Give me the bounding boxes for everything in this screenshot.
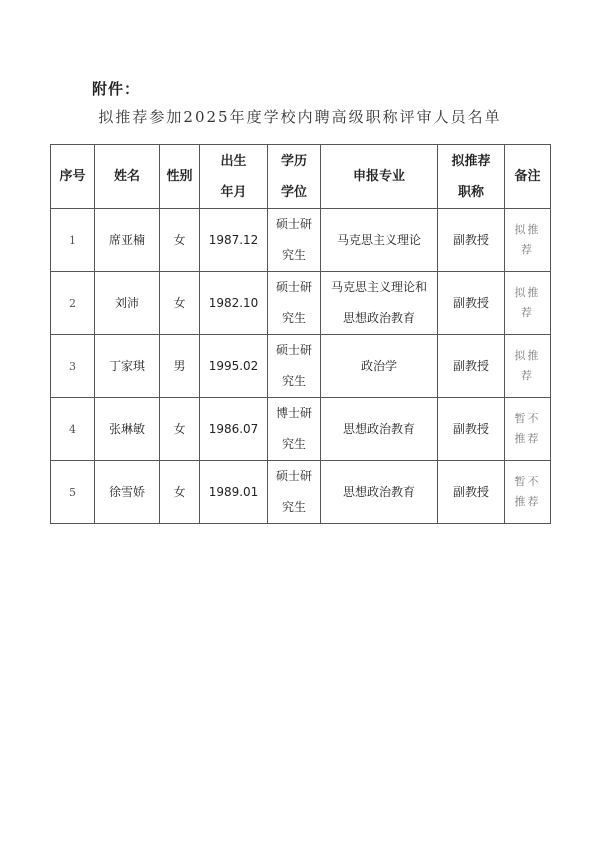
header-proposed-title [438, 145, 505, 209]
cell-education-line: 硕士研 [275, 280, 312, 294]
cell-education [268, 335, 321, 398]
cell-education-line: 究生 [281, 437, 306, 451]
header-birth [200, 145, 268, 209]
cell-birth: 1989.01 [200, 461, 268, 524]
cell-gender: 男 [160, 335, 200, 398]
cell-proposed-title: 副教授 [438, 461, 505, 524]
header-remarks [505, 145, 551, 209]
header-row [51, 145, 551, 209]
cell-education-line: 究生 [281, 374, 306, 388]
candidate-table [50, 144, 551, 524]
cell-major [321, 209, 438, 272]
cell-education-line: 究生 [281, 248, 306, 262]
cell-remarks: 拟推荐 [505, 272, 551, 335]
cell-education-line: 究生 [281, 311, 306, 325]
cell-name: 张琳敏 [95, 398, 160, 461]
table-row [51, 272, 551, 335]
table-row [51, 461, 551, 524]
cell-education-line: 硕士研 [275, 469, 312, 483]
cell-proposed-title: 副教授 [438, 398, 505, 461]
cell-index: 2 [51, 272, 95, 335]
cell-education [268, 461, 321, 524]
cell-education [268, 272, 321, 335]
cell-index: 4 [51, 398, 95, 461]
cell-birth: 1987.12 [200, 209, 268, 272]
header-text: 学位 [280, 184, 307, 200]
header-text: 备注 [514, 169, 541, 184]
cell-major-line: 马克思主义理论和 [330, 280, 427, 294]
cell-education [268, 398, 321, 461]
cell-name: 徐雪娇 [95, 461, 160, 524]
header-text: 拟推荐 [451, 153, 491, 169]
header-text: 出生 [220, 153, 247, 169]
cell-gender: 女 [160, 272, 200, 335]
header-major [321, 145, 438, 209]
cell-index: 3 [51, 335, 95, 398]
cell-education-line: 博士研 [275, 406, 312, 420]
cell-index: 1 [51, 209, 95, 272]
cell-remarks: 拟推荐 [505, 335, 551, 398]
header-text: 性别 [166, 169, 193, 184]
header-text: 序号 [59, 169, 86, 184]
cell-name: 刘沛 [95, 272, 160, 335]
cell-major-line: 思想政治教育 [342, 484, 415, 499]
cell-remarks: 拟推荐 [505, 209, 551, 272]
header-text: 年月 [220, 184, 247, 200]
cell-education-line: 硕士研 [275, 343, 312, 357]
header-index [51, 145, 95, 209]
cell-gender: 女 [160, 209, 200, 272]
table-row [51, 335, 551, 398]
cell-education-line: 硕士研 [275, 217, 312, 231]
cell-index: 5 [51, 461, 95, 524]
table-row [51, 209, 551, 272]
cell-birth: 1995.02 [200, 335, 268, 398]
cell-birth: 1986.07 [200, 398, 268, 461]
cell-name: 丁家琪 [95, 335, 160, 398]
cell-proposed-title: 副教授 [438, 272, 505, 335]
header-name [95, 145, 160, 209]
cell-proposed-title: 副教授 [438, 335, 505, 398]
attachment-label: 附件： [92, 80, 141, 98]
header-text: 申报专业 [352, 169, 405, 184]
cell-major [321, 461, 438, 524]
cell-birth: 1982.10 [200, 272, 268, 335]
cell-major-line: 思想政治教育 [342, 421, 415, 436]
header-education [268, 145, 321, 209]
cell-education-line: 究生 [281, 500, 306, 514]
cell-education [268, 209, 321, 272]
document-title: 拟推荐参加2025年度学校内聘高级职称评审人员名单 [98, 108, 502, 126]
table-row [51, 398, 551, 461]
cell-gender: 女 [160, 461, 200, 524]
header-text: 姓名 [113, 169, 140, 184]
cell-major-line: 思想政治教育 [342, 311, 415, 325]
cell-gender: 女 [160, 398, 200, 461]
cell-proposed-title: 副教授 [438, 209, 505, 272]
header-gender [160, 145, 200, 209]
cell-major [321, 398, 438, 461]
cell-name: 席亚楠 [95, 209, 160, 272]
cell-remarks: 暂不推荐 [505, 461, 551, 524]
cell-remarks: 暂不推荐 [505, 398, 551, 461]
cell-major-line: 马克思主义理论 [336, 232, 421, 247]
cell-major [321, 272, 438, 335]
cell-major [321, 335, 438, 398]
header-text: 学历 [280, 153, 307, 169]
header-text: 职称 [457, 184, 484, 200]
cell-major-line: 政治学 [360, 358, 397, 373]
